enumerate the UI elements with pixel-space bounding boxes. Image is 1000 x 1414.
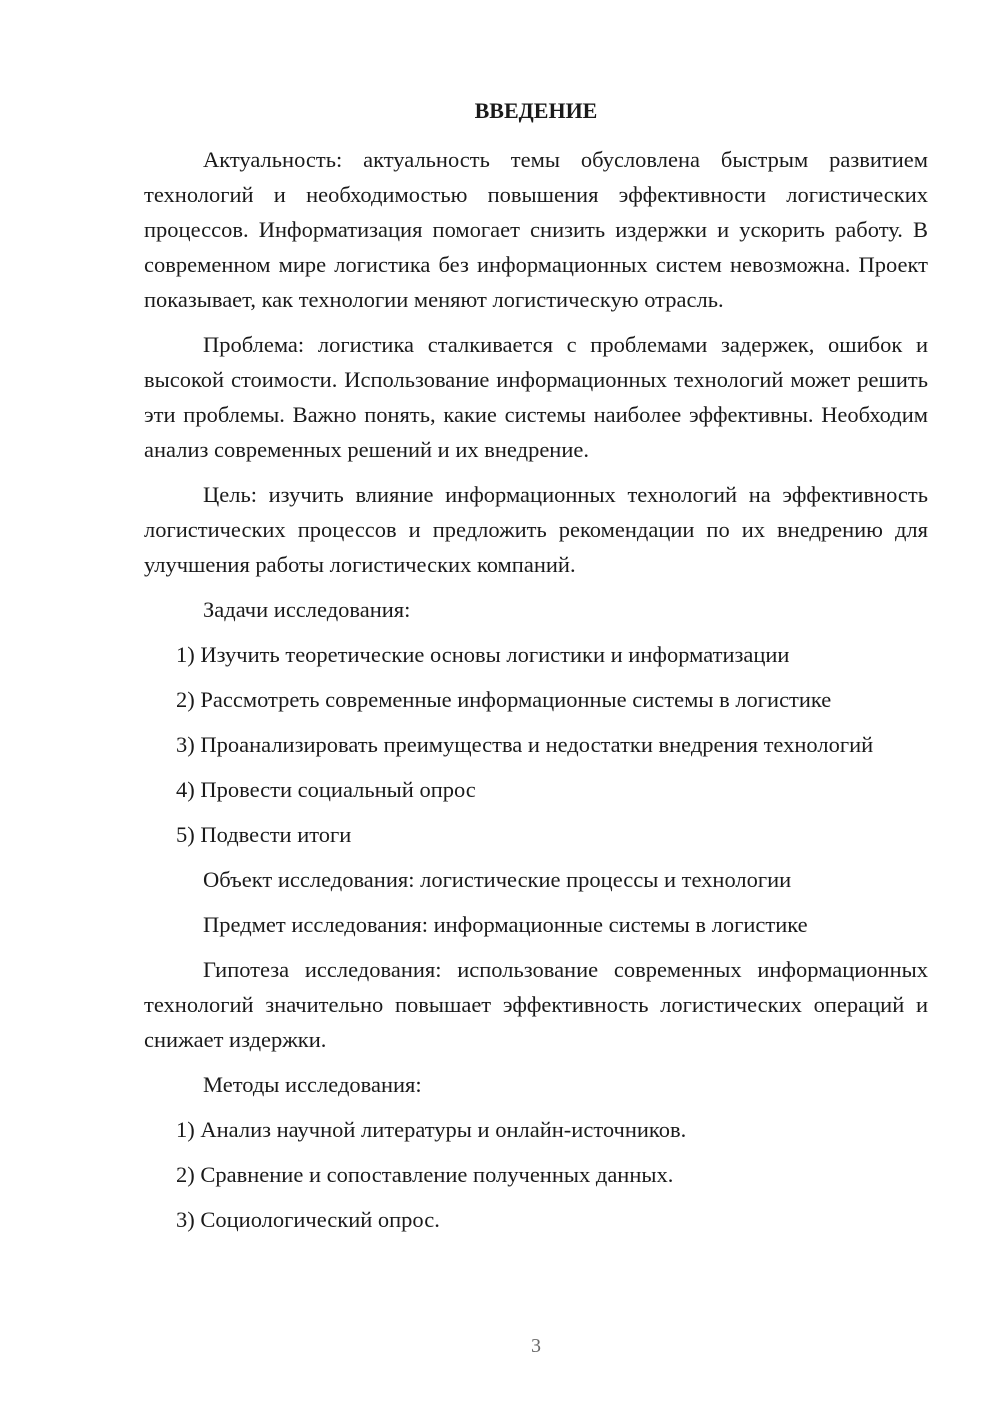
problem-paragraph: Проблема: логистика сталкивается с проблемами задержек, ошибок и высокой стоимости. Использование информационных технологий может решить эти проблемы. Важно понять, какие системы наиболее эффективны. Необходим анализ современных решений и их внедрение. <box>144 332 928 462</box>
methods-heading: Методы исследования: <box>203 1072 422 1097</box>
document-body <box>144 142 928 1247</box>
page-number: 3 <box>531 1335 541 1357</box>
tasks-heading: Задачи исследования: <box>203 597 411 622</box>
method-item: 2) Сравнение и сопоставление полученных данных. <box>176 1162 674 1187</box>
task-item: 2) Рассмотреть современные информационные системы в логистике <box>176 687 832 712</box>
method-item: 3) Социологический опрос. <box>176 1207 440 1232</box>
subject-paragraph: Предмет исследования: информационные системы в логистике <box>203 912 808 937</box>
goal-paragraph: Цель: изучить влияние информационных технологий на эффективность логистических процессов и предложить рекомендации по их внедрению для улучшения работы логистических компаний. <box>144 482 928 577</box>
method-item: 1) Анализ научной литературы и онлайн-источников. <box>176 1117 687 1142</box>
task-item: 3) Проанализировать преимущества и недостатки внедрения технологий <box>176 732 874 757</box>
task-item: 1) Изучить теоретические основы логистики и информатизации <box>176 642 790 667</box>
task-item: 5) Подвести итоги <box>176 822 352 847</box>
task-item: 4) Провести социальный опрос <box>176 777 476 802</box>
section-title: ВВЕДЕНИЕ <box>474 98 598 123</box>
relevance-paragraph: Актуальность: актуальность темы обусловлена быстрым развитием технологий и необходимостью повышения эффективности логистических процессов. Информатизация помогает снизить издержки и ускорить работу. В современном мире логистика без информационных систем невозможна. Проект показывает, как технологии меняют логистическую отрасль. <box>144 147 928 312</box>
hypothesis-paragraph: Гипотеза исследования: использование современных информационных технологий значительно повышает эффективность логистических операций и снижает издержки. <box>144 957 928 1052</box>
object-paragraph: Объект исследования: логистические процессы и технологии <box>203 867 792 892</box>
